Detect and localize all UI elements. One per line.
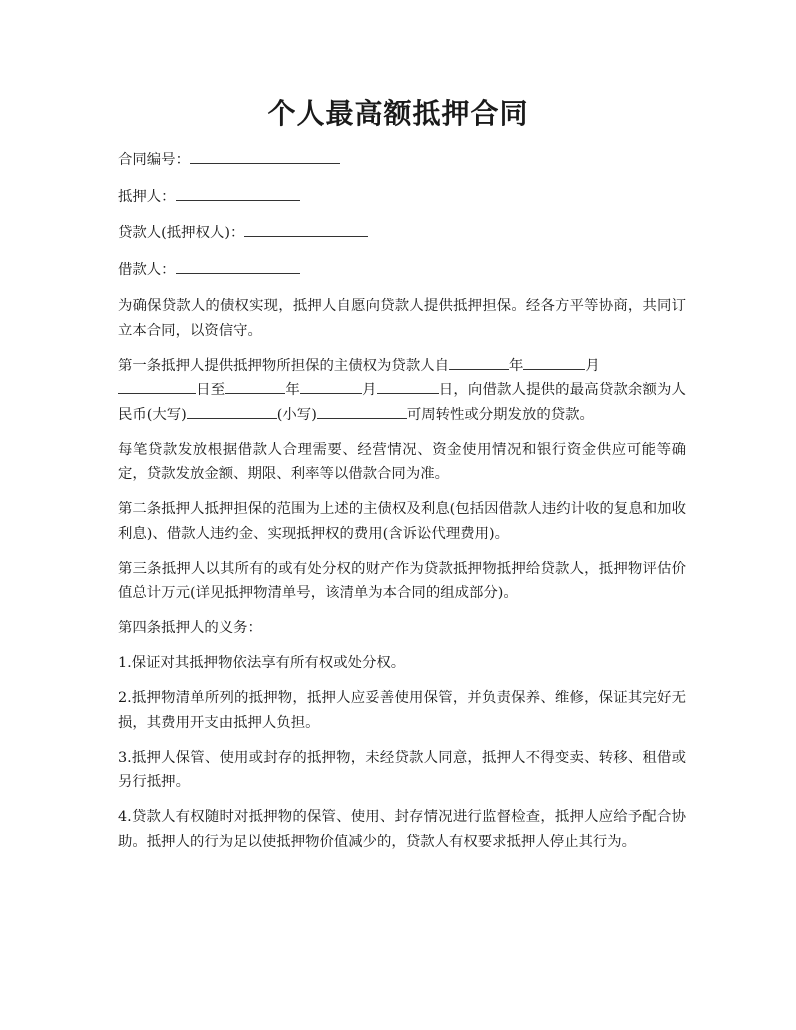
amount-lowercase-blank[interactable] [317,403,407,419]
paragraph: 每笔贷款发放根据借款人合理需要、经营情况、资金使用情况和银行资金供应可能等确定，贷款发放金额、期限、利率等以借款合同为准。 [118,441,686,482]
lender-blank[interactable] [244,221,368,237]
article-3-paragraph: 第三条抵押人以其所有的或有处分权的财产作为贷款抵押物抵押给贷款人，抵押物评估价值总计万元(详见抵押物清单号，该清单为本合同的组成部分)。 [118,560,686,601]
year-label: 年 [285,382,300,398]
mortgagor-blank[interactable] [176,185,300,201]
amount-uppercase-blank[interactable] [187,403,277,419]
field-label: 合同编号： [118,152,190,168]
list-item-1: 1.保证对其抵押物依法享有所有权或处分权。 [118,655,406,671]
article-1-text: 第一条抵押人提供抵押物所担保的主债权为贷款人自 [118,357,449,374]
start-day-blank[interactable] [118,378,196,394]
end-year-blank[interactable] [225,378,285,394]
intro-paragraph: 为确保贷款人的债权实现，抵押人自愿向贷款人提供抵押担保。经各方平等协商，共同订立本合同，以资信守。 [118,298,686,339]
article-2-paragraph: 第二条抵押人抵押担保的范围为上述的主债权及利息(包括因借款人违约计收的复息和加收利息)、借款人违约金、实现抵押权的费用(含诉讼代理费用)。 [118,501,686,542]
contract-number-field [118,148,686,173]
month-label: 月 [361,382,377,398]
borrower-blank[interactable] [176,258,300,274]
document-title: 个人最高额抵押合同 [267,97,529,130]
list-item-3: 3.抵押人保管、使用或封存的抵押物，未经贷款人同意，抵押人不得变卖、转移、租借或另行抵押。 [118,749,686,790]
list-item-4: 4.贷款人有权随时对抵押物的保管、使用、封存情况进行监督检查，抵押人应给予配合协助。抵押人的行为足以使抵押物价值减少的，贷款人有权要求抵押人停止其行为。 [118,809,686,850]
article-4-heading: 第四条抵押人的义务： [118,620,262,636]
article-1-text-3: 可周转性或分期发放的贷款。 [406,406,594,423]
year-label: 年 [509,357,524,374]
month-label: 月 [585,357,600,374]
borrower-field [118,258,686,283]
end-day-blank[interactable] [377,378,439,394]
list-item-2: 2.抵押物清单所列的抵押物，抵押人应妥善使用保管，并负责保养、维修，保证其完好无损，其费用开支由抵押人负担。 [118,690,686,731]
small-label: (小写) [276,406,317,423]
field-label: 贷款人(抵押权人)： [118,225,245,241]
lender-field [118,221,686,246]
day-to-label: 日至 [196,382,226,398]
contract-number-blank[interactable] [190,148,340,164]
field-label: 借款人： [118,261,176,278]
end-month-blank[interactable] [300,378,362,394]
start-month-blank[interactable] [523,354,585,370]
article-1-paragraph [118,354,686,428]
mortgagor-field [118,185,686,210]
article-1-text-2: 日，向借款人提供的最高贷款余额为人民币(大写) [118,382,686,423]
document-body [118,148,686,865]
start-year-blank[interactable] [449,354,509,370]
field-label: 抵押人： [118,188,176,205]
